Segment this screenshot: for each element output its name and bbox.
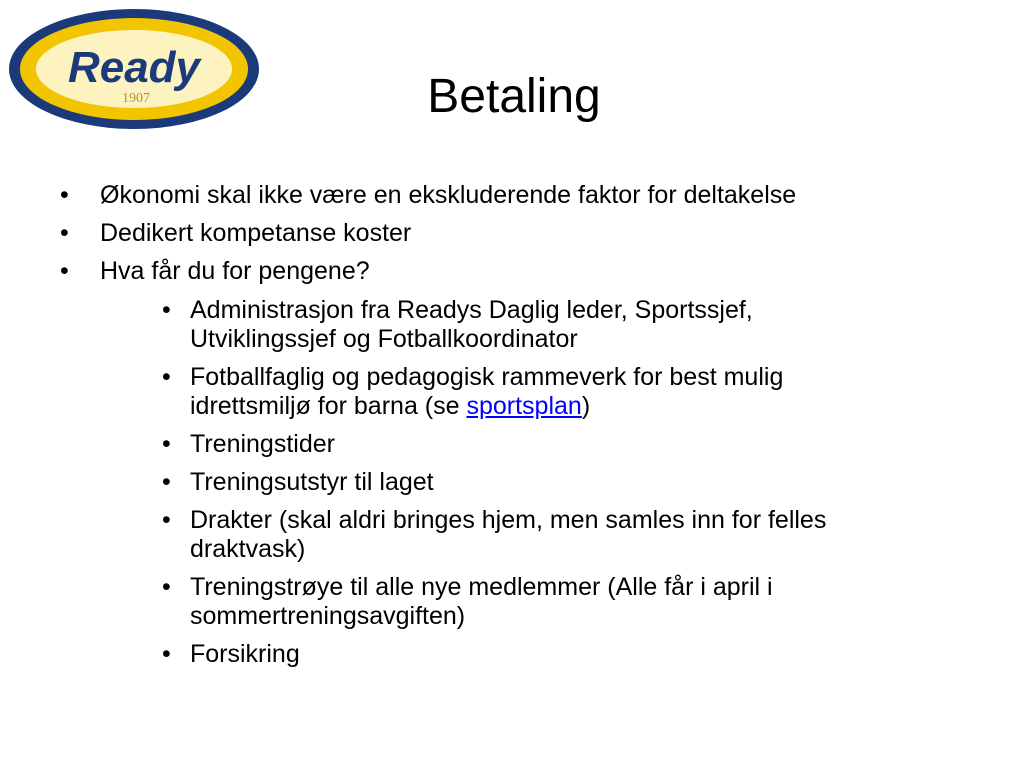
sub-bullet-item: [162, 573, 942, 631]
sub-bullet-line: draktvask): [190, 535, 306, 563]
bullet-item: • Dedikert kompetanse koster: [58, 218, 958, 248]
main-bullet-list: [58, 180, 958, 294]
sportsplan-link[interactable]: sportsplan: [466, 392, 582, 420]
sub-bullet-text: ): [581, 392, 591, 420]
sub-bullet-list: [162, 296, 942, 678]
slide-title: Betaling: [427, 70, 601, 123]
sub-bullet-item: [162, 296, 942, 354]
logo-wordmark: Ready: [67, 43, 201, 92]
sub-bullet-line: Drakter (skal aldri bringes hjem, men samles inn for felles: [190, 506, 827, 534]
sub-bullet-line: sommertreningsavgiften): [190, 602, 466, 630]
sub-bullet-item: • Forsikring: [162, 640, 942, 669]
bullet-item: • Økonomi skal ikke være en ekskluderende faktor for deltakelse: [58, 180, 958, 210]
sub-bullet-text: idrettsmiljø for barna (se: [190, 392, 467, 420]
sub-bullet-item: • Treningstider: [162, 430, 942, 459]
sub-bullet-line: Utviklingssjef og Fotballkoordinator: [190, 325, 578, 353]
sub-bullet-item: [162, 506, 942, 564]
sub-bullet-line: Administrasjon fra Readys Daglig leder, Sportssjef,: [190, 296, 753, 324]
sub-bullet-item: • Treningsutstyr til laget: [162, 468, 942, 497]
sub-bullet-line: Fotballfaglig og pedagogisk rammeverk for best mulig: [190, 363, 784, 391]
sub-bullet-item: [162, 363, 942, 421]
bullet-item: • Hva får du for pengene?: [58, 256, 958, 286]
logo-year: 1907: [122, 91, 150, 106]
sub-bullet-line: Treningstrøye til alle nye medlemmer (Alle får i april i: [190, 573, 773, 601]
